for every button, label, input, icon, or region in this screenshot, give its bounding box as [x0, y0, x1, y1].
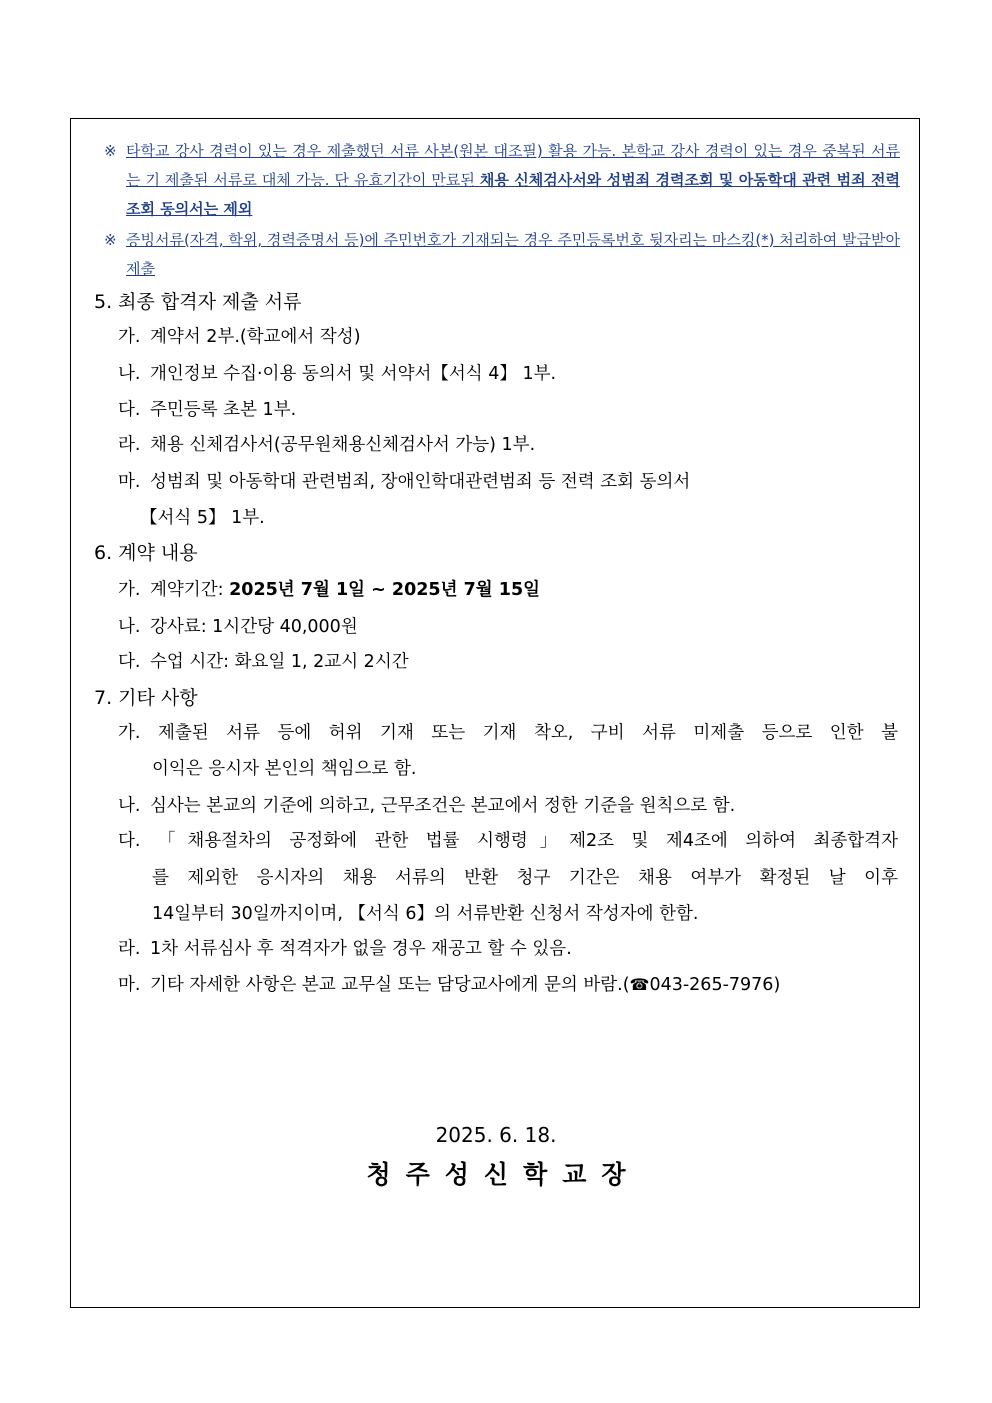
- list-item: 가. 계약서 2부.(학교에서 작성): [118, 327, 361, 347]
- list-item-continuation: 를 제외한 응시자의 채용 서류의 반환 청구 기간은 채용 여부가 확정된 날 이후: [152, 868, 898, 888]
- note-mark: ※: [104, 142, 117, 160]
- list-item: 다. 「채용절차의 공정화에 관한 법률 시행령」제2조 및 제4조에 의하여 최종합격자: [118, 831, 898, 851]
- list-item: 가. 계약기간: 2025년 7월 1일 ~ 2025년 7월 15일: [118, 580, 541, 600]
- list-item: 다. 주민등록 초본 1부.: [118, 400, 297, 420]
- phone-number: 043-265-7976: [649, 975, 774, 995]
- list-item: 마. 기타 자세한 사항은 본교 교무실 또는 담당교사에게 문의 바람.(☎043-265-7976): [118, 975, 781, 995]
- contract-period: 2025년 7월 1일 ~ 2025년 7월 15일: [229, 580, 541, 600]
- note-body: 증빙서류(자격, 학위, 경력증명서 등)에 주민번호가 기재되는 경우 주민등록번호 뒷자리는 마스킹(*) 처리하여 발급받아 제출: [126, 231, 900, 278]
- phone-icon: ☎: [629, 975, 650, 994]
- list-item: 가. 제출된 서류 등에 허위 기재 또는 기재 착오, 구비 서류 미제출 등으로 인한 불: [118, 723, 898, 743]
- signer-title: 청주성신학교장: [366, 1160, 641, 1189]
- note-mark: ※: [104, 231, 117, 249]
- section-7-title: 7. 기타 사항: [94, 687, 198, 709]
- list-item: 라. 1차 서류심사 후 적격자가 없을 경우 재공고 할 수 있음.: [118, 939, 572, 959]
- list-item: 다. 수업 시간: 화요일 1, 2교시 2시간: [118, 652, 409, 672]
- list-item: 나. 심사는 본교의 기준에 의하고, 근무조건은 본교에서 정한 기준을 원칙으로 함.: [118, 796, 736, 816]
- list-item: 나. 개인정보 수집·이용 동의서 및 서약서【서식 4】 1부.: [118, 364, 557, 384]
- document-date: 2025. 6. 18.: [435, 1123, 557, 1147]
- note-1: [104, 137, 900, 224]
- list-item-continuation: 14일부터 30일까지이며, 【서식 6】의 서류반환 신청서 작성자에 한함.: [152, 904, 699, 924]
- list-item: 마. 성범죄 및 아동학대 관련범죄, 장애인학대관련범죄 등 전력 조회 동의서: [118, 472, 691, 492]
- list-item-continuation: 이익은 응시자 본인의 책임으로 함.: [152, 759, 417, 779]
- note-2: [104, 226, 900, 284]
- list-item: 라. 채용 신체검사서(공무원채용신체검사서 가능) 1부.: [118, 435, 536, 455]
- list-item: 나. 강사료: 1시간당 40,000원: [118, 617, 358, 637]
- section-5-title: 5. 최종 합격자 제출 서류: [94, 291, 302, 313]
- note-body: 타학교 강사 경력이 있는 경우 제출했던 서류 사본(원본 대조필) 활용 가능. 본학교 강사 경력이 있는 경우 중복된 서류는 기 제출된 서류로 대체 가능. 단 유효기간이 만료된 채용 신체검사서와 성범죄 경력조회 및 아동학대 관련 범죄 전력조회 동의서는 제외: [126, 142, 900, 218]
- list-item-continuation: 【서식 5】 1부.: [140, 508, 265, 528]
- section-6-title: 6. 계약 내용: [94, 542, 198, 564]
